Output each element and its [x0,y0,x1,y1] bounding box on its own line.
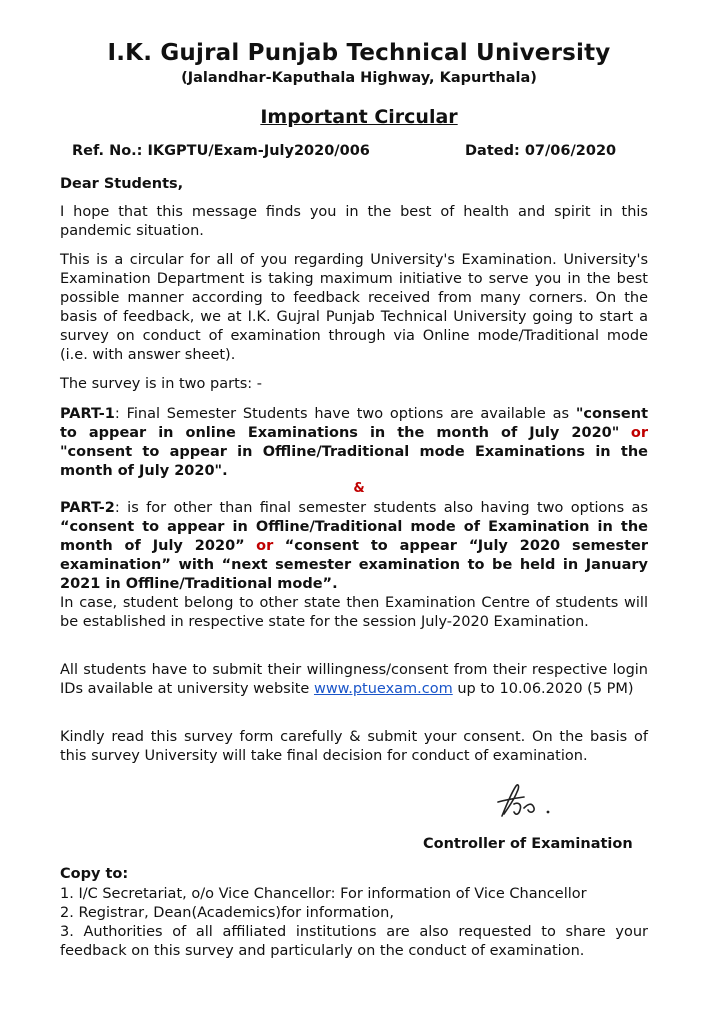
part2-text: : is for other than final semester students also having two options as [114,500,648,516]
circular-title: Important Circular [260,106,458,128]
submission-text: All students have to submit their willingness/consent from their respective login IDs available at university website [60,662,648,697]
handwritten-signature [490,778,580,832]
copy-to-list [60,885,648,961]
part1-label: PART-1 [60,406,115,422]
university-address: (Jalandhar-Kaputhala Highway, Kapurthala) [181,70,537,86]
part2-option1: “consent to appear in Offline/Traditional mode of Examination in the month of July 2020” [60,519,648,554]
part2-or: or [256,538,274,554]
copy-to-item: 1. I/C Secretariat, o/o Vice Chancellor: For information of Vice Chancellor [60,886,587,902]
part2-label: PART-2 [60,500,115,516]
paragraph-submission [60,661,648,699]
part1-paragraph [60,405,648,481]
part2-paragraph [60,499,648,594]
part1-or: or [630,425,649,441]
part2-option2: “consent to appear “July 2020 semester examination” with “next semester examination to be held in January 2021 in Offline/Traditional mode”. [60,538,649,592]
paragraph-other-state: In case, student belong to other state then Examination Centre of students will be established in respective state for the session July-2020 Examination. [60,595,648,630]
paragraph-greeting: I hope that this message finds you in the best of health and spirit in this pandemic situation. [60,204,648,239]
signatory-title: Controller of Examination [423,836,633,852]
paragraph-survey-intro: This is a circular for all of you regarding University's Examination. University's Examination Department is taking maximum initiative to serve you in the best possible manner according to feedback received from many corners. On the basis of feedback, we at I.K. Gujral Punjab Technical University going to start a survey on conduct of examination through via Online mode/Traditional mode (i.e. with answer sheet). [60,252,648,363]
paragraph-final: Kindly read this survey form carefully & submit your consent. On the basis of this survey University will take final decision for conduct of examination. [60,729,648,764]
part1-option1: "consent to appear in online Examinations in the month of July 2020" [60,406,648,441]
circular-date: Dated: 07/06/2020 [465,143,617,159]
copy-to-item: 3. Authorities of all affiliated institutions are also requested to share your feedback on this survey and particularly on the conduct of examination. [60,924,648,959]
paragraph-survey-parts: The survey is in two parts: - [60,376,263,392]
part1-text: : Final Semester Students have two options are available as [114,406,570,422]
salutation: Dear Students, [60,176,184,192]
reference-number: Ref. No.: IKGPTU/Exam-July2020/006 [72,143,370,159]
ampersand-separator: & [353,481,365,496]
website-link[interactable]: www.ptuexam.com [313,681,453,697]
copy-to-label: Copy to: [60,866,129,882]
university-name: I.K. Gujral Punjab Technical University [107,40,611,66]
part1-option2: "consent to appear in Offline/Traditional mode Examinations in the month of July 2020". [60,444,648,479]
submission-deadline: up to 10.06.2020 (5 PM) [457,681,634,697]
copy-to-item: 2. Registrar, Dean(Academics)for information, [60,905,394,921]
